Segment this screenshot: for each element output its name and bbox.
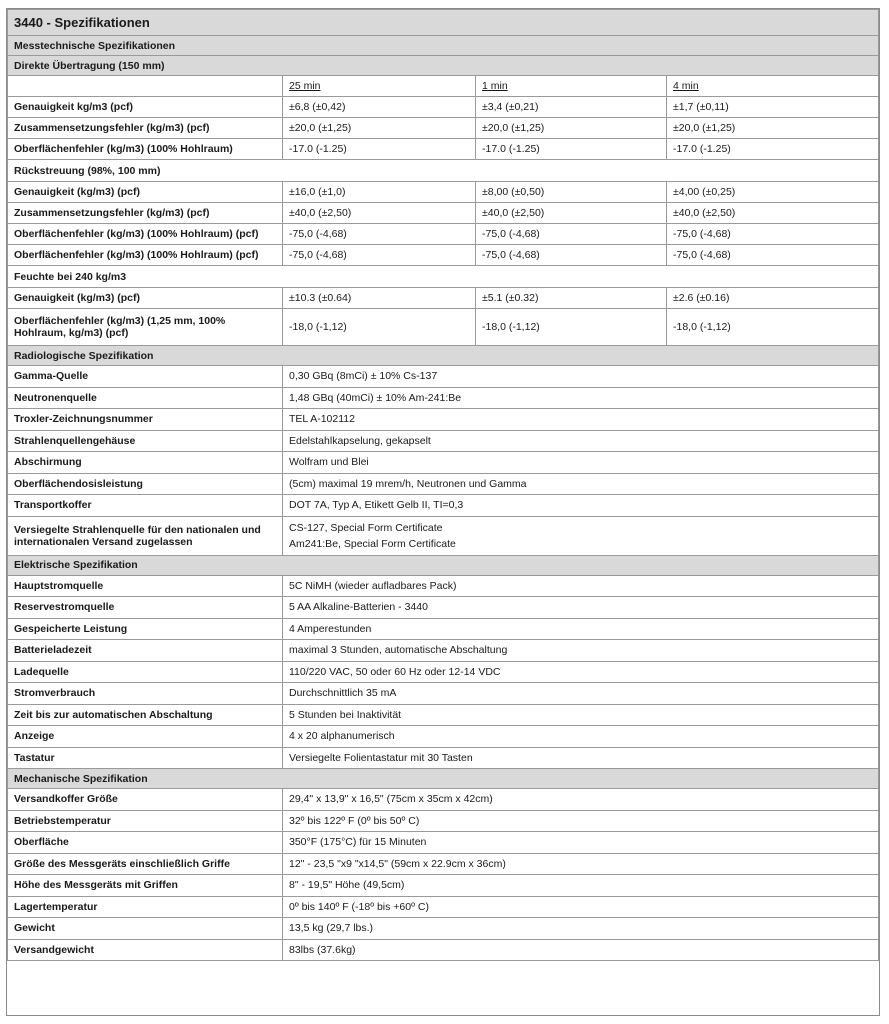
row-label: Gewicht	[8, 918, 283, 940]
cell-value: 4 x 20 alphanumerisch	[283, 726, 879, 748]
cell-value: ±20,0 (±1,25)	[476, 118, 667, 139]
table-row	[8, 810, 879, 832]
table-row	[8, 387, 879, 409]
table-row	[8, 430, 879, 452]
column-header: 4 min	[667, 76, 879, 97]
row-label: Oberflächenfehler (kg/m3) (100% Hohlraum)	[8, 139, 283, 160]
cell-value: ±4,00 (±0,25)	[667, 182, 879, 203]
table-row	[8, 409, 879, 431]
row-label: Strahlenquellengehäuse	[8, 430, 283, 452]
table-row	[8, 640, 879, 662]
cell-value	[283, 516, 879, 555]
cell-value: 13,5 kg (29,7 lbs.)	[283, 918, 879, 940]
row-label: Zusammensetzungsfehler (kg/m3) (pcf)	[8, 118, 283, 139]
cell-value: 29,4" x 13,9" x 16,5" (75cm x 35cm x 42cm)	[283, 789, 879, 811]
cell-value: -18,0 (-1,12)	[667, 309, 879, 346]
cell-value: -17.0 (-1.25)	[476, 139, 667, 160]
table-row	[8, 661, 879, 683]
cell-value: -75,0 (-4,68)	[667, 245, 879, 266]
cell-value: 110/220 VAC, 50 oder 60 Hz oder 12-14 VDC	[283, 661, 879, 683]
section-row	[8, 555, 879, 575]
cell-value: ±5.1 (±0.32)	[476, 288, 667, 309]
table-row	[8, 683, 879, 705]
empty-cell	[8, 76, 283, 97]
cell-line: CS-127, Special Form Certificate	[289, 521, 443, 534]
cell-value: DOT 7A, Typ A, Etikett Gelb II, TI=0,3	[283, 495, 879, 517]
table-row	[8, 575, 879, 597]
cell-value: -75,0 (-4,68)	[667, 224, 879, 245]
table-row	[8, 704, 879, 726]
cell-value: Edelstahlkapselung, gekapselt	[283, 430, 879, 452]
cell-value: -17.0 (-1.25)	[667, 139, 879, 160]
cell-line: Am241:Be, Special Form Certificate	[289, 537, 456, 550]
table-row	[8, 516, 879, 555]
cell-value: -75,0 (-4,68)	[283, 224, 476, 245]
cell-value: (5cm) maximal 19 mrem/h, Neutronen und Gamma	[283, 473, 879, 495]
row-label: Versiegelte Strahlenquelle für den nationalen und internationalen Versand zugelassen	[8, 516, 283, 555]
row-label: Lagertemperatur	[8, 896, 283, 918]
table-row	[8, 939, 879, 961]
table-row	[8, 288, 879, 309]
table-row	[8, 203, 879, 224]
cell-value: 12" - 23,5 "x9 "x14,5" (59cm x 22.9cm x 36cm)	[283, 853, 879, 875]
row-label: Versandgewicht	[8, 939, 283, 961]
subsection-row	[8, 266, 879, 288]
section-row	[8, 36, 879, 56]
subsection-row	[8, 160, 879, 182]
cell-value: ±3,4 (±0,21)	[476, 97, 667, 118]
cell-value: 5 AA Alkaline-Batterien - 3440	[283, 597, 879, 619]
table-row	[8, 97, 879, 118]
cell-value: 5 Stunden bei Inaktivität	[283, 704, 879, 726]
column-header: 25 min	[283, 76, 476, 97]
cell-value: 5C NiMH (wieder aufladbares Pack)	[283, 575, 879, 597]
cell-value: ±40,0 (±2,50)	[476, 203, 667, 224]
cell-value: -17.0 (-1.25)	[283, 139, 476, 160]
row-label: Abschirmung	[8, 452, 283, 474]
row-label: Versandkoffer Größe	[8, 789, 283, 811]
row-label: Höhe des Messgeräts mit Griffen	[8, 875, 283, 897]
cell-value: ±10.3 (±0.64)	[283, 288, 476, 309]
cell-value: ±40,0 (±2,50)	[667, 203, 879, 224]
table-row	[8, 918, 879, 940]
table-row	[8, 618, 879, 640]
row-label: Gamma-Quelle	[8, 366, 283, 388]
subsection-moist: Feuchte bei 240 kg/m3	[8, 266, 879, 288]
cell-value: ±1,7 (±0,11)	[667, 97, 879, 118]
row-label: Stromverbrauch	[8, 683, 283, 705]
cell-value: ±20,0 (±1,25)	[283, 118, 476, 139]
row-label: Reservestromquelle	[8, 597, 283, 619]
section-header-radio: Radiologische Spezifikation	[8, 346, 879, 366]
table-row	[8, 853, 879, 875]
row-label: Genauigkeit kg/m3 (pcf)	[8, 97, 283, 118]
section-header-elek: Elektrische Spezifikation	[8, 555, 879, 575]
cell-value: ±40,0 (±2,50)	[283, 203, 476, 224]
column-header-row	[8, 76, 879, 97]
subsection-back: Rückstreuung (98%, 100 mm)	[8, 160, 879, 182]
table-row	[8, 896, 879, 918]
row-label: Zusammensetzungsfehler (kg/m3) (pcf)	[8, 203, 283, 224]
cell-value: -75,0 (-4,68)	[283, 245, 476, 266]
table-row	[8, 452, 879, 474]
spec-table	[7, 9, 879, 961]
row-label: Transportkoffer	[8, 495, 283, 517]
cell-value: 32º bis 122º F (0º bis 50º C)	[283, 810, 879, 832]
cell-value: Versiegelte Folientastatur mit 30 Tasten	[283, 747, 879, 769]
cell-value: 0,30 GBq (8mCi) ± 10% Cs-137	[283, 366, 879, 388]
row-label: Oberfläche	[8, 832, 283, 854]
cell-value: ±16,0 (±1,0)	[283, 182, 476, 203]
row-label: Oberflächenfehler (kg/m3) (100% Hohlraum) (pcf)	[8, 224, 283, 245]
row-label: Anzeige	[8, 726, 283, 748]
row-label: Oberflächendosisleistung	[8, 473, 283, 495]
column-header: 1 min	[476, 76, 667, 97]
table-row	[8, 366, 879, 388]
subsection-row	[8, 56, 879, 76]
cell-value: ±20,0 (±1,25)	[667, 118, 879, 139]
table-row	[8, 224, 879, 245]
cell-value: -75,0 (-4,68)	[476, 245, 667, 266]
table-row	[8, 597, 879, 619]
cell-value: 4 Amperestunden	[283, 618, 879, 640]
section-header-mess: Messtechnische Spezifikationen	[8, 36, 879, 56]
row-label: Zeit bis zur automatischen Abschaltung	[8, 704, 283, 726]
row-label: Oberflächenfehler (kg/m3) (1,25 mm, 100% Hohlraum, kg/m3) (pcf)	[8, 309, 283, 346]
row-label: Oberflächenfehler (kg/m3) (100% Hohlraum) (pcf)	[8, 245, 283, 266]
cell-value: -18,0 (-1,12)	[476, 309, 667, 346]
table-row	[8, 875, 879, 897]
table-row	[8, 789, 879, 811]
row-label: Genauigkeit (kg/m3) (pcf)	[8, 182, 283, 203]
table-row	[8, 118, 879, 139]
row-label: Troxler-Zeichnungsnummer	[8, 409, 283, 431]
table-row	[8, 495, 879, 517]
table-row	[8, 182, 879, 203]
row-label: Größe des Messgeräts einschließlich Griffe	[8, 853, 283, 875]
cell-value: -75,0 (-4,68)	[476, 224, 667, 245]
document-title: 3440 - Spezifikationen	[8, 10, 879, 36]
section-row	[8, 769, 879, 789]
row-label: Tastatur	[8, 747, 283, 769]
row-label: Hauptstromquelle	[8, 575, 283, 597]
table-row	[8, 747, 879, 769]
row-label: Ladequelle	[8, 661, 283, 683]
table-row	[8, 309, 879, 346]
row-label: Batterieladezeit	[8, 640, 283, 662]
cell-value: Durchschnittlich 35 mA	[283, 683, 879, 705]
cell-value: TEL A-102112	[283, 409, 879, 431]
table-row	[8, 245, 879, 266]
subsection-direct: Direkte Übertragung (150 mm)	[8, 56, 879, 76]
spec-sheet	[6, 8, 880, 1016]
row-label: Neutronenquelle	[8, 387, 283, 409]
row-label: Genauigkeit (kg/m3) (pcf)	[8, 288, 283, 309]
table-row	[8, 139, 879, 160]
table-row	[8, 832, 879, 854]
row-label: Gespeicherte Leistung	[8, 618, 283, 640]
cell-value: ±8,00 (±0,50)	[476, 182, 667, 203]
section-header-mech: Mechanische Spezifikation	[8, 769, 879, 789]
cell-value: -18,0 (-1,12)	[283, 309, 476, 346]
cell-value: Wolfram und Blei	[283, 452, 879, 474]
table-row	[8, 473, 879, 495]
cell-value: 83lbs (37.6kg)	[283, 939, 879, 961]
cell-value: 0º bis 140º F (-18º bis +60º C)	[283, 896, 879, 918]
cell-value: maximal 3 Stunden, automatische Abschaltung	[283, 640, 879, 662]
table-row	[8, 726, 879, 748]
section-row	[8, 346, 879, 366]
cell-value: ±2.6 (±0.16)	[667, 288, 879, 309]
cell-value: 350°F (175°C) für 15 Minuten	[283, 832, 879, 854]
cell-value: 1,48 GBq (40mCi) ± 10% Am-241:Be	[283, 387, 879, 409]
cell-value: ±6,8 (±0,42)	[283, 97, 476, 118]
title-row	[8, 10, 879, 36]
row-label: Betriebstemperatur	[8, 810, 283, 832]
cell-value: 8" - 19,5" Höhe (49,5cm)	[283, 875, 879, 897]
